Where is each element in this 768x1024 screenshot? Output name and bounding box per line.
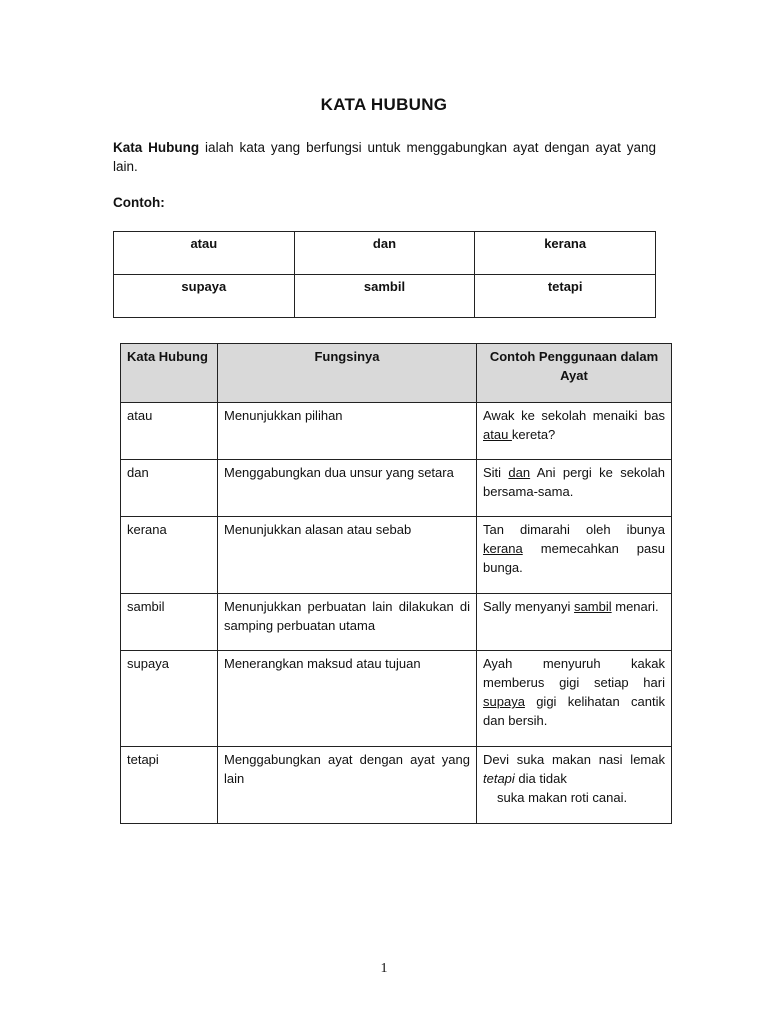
underlined-connector: atau [483, 427, 512, 442]
row-function: Menggabungkan ayat dengan ayat yang lain [218, 747, 477, 824]
table-row [121, 594, 672, 651]
underlined-connector: kerana [483, 541, 523, 556]
header-kata-hubung: Kata Hubung [121, 344, 218, 403]
word-cell: kerana [475, 232, 656, 275]
word-row [114, 232, 656, 275]
row-function: Menunjukkan alasan atau sebab [218, 517, 477, 594]
row-example: Sally menyanyi sambil menari. [477, 594, 672, 651]
contoh-label: Contoh: [113, 195, 165, 210]
word-cell: tetapi [475, 275, 656, 318]
word-cell: sambil [294, 275, 475, 318]
word-cell: supaya [114, 275, 295, 318]
italic-connector: tetapi [483, 771, 515, 786]
example-line-2: suka makan roti canai. [497, 790, 628, 805]
underlined-connector: supaya [483, 694, 525, 709]
word-cell: dan [294, 232, 475, 275]
row-function: Menerangkan maksud atau tujuan [218, 651, 477, 747]
table-row [121, 651, 672, 747]
example-words-table [113, 231, 656, 318]
row-word: kerana [121, 517, 218, 594]
row-example: Devi suka makan nasi lemak tetapi dia tidak suka makan roti canai. [477, 747, 672, 824]
kata-hubung-table [120, 343, 672, 824]
row-example: Siti dan Ani pergi ke sekolah bersama-sama. [477, 460, 672, 517]
page-title: KATA HUBUNG [320, 95, 448, 114]
table-row [121, 403, 672, 460]
row-function: Menggabungkan dua unsur yang setara [218, 460, 477, 517]
row-example: Tan dimarahi oleh ibunya kerana memecahkan pasu bunga. [477, 517, 672, 594]
table-row [121, 460, 672, 517]
word-row [114, 275, 656, 318]
header-fungsinya: Fungsinya [218, 344, 477, 403]
row-word: dan [121, 460, 218, 517]
page-number: 1 [380, 961, 388, 976]
intro-text: ialah kata yang berfungsi untuk menggabungkan ayat dengan ayat yang lain. [113, 140, 656, 174]
intro-term: Kata Hubung [113, 140, 200, 155]
row-example: Ayah menyuruh kakak memberus gigi setiap hari supaya gigi kelihatan cantik dan bersih. [477, 651, 672, 747]
header-contoh: Contoh Penggunaan dalam Ayat [477, 344, 672, 403]
row-word: supaya [121, 651, 218, 747]
underlined-connector: sambil [574, 599, 612, 614]
table-header-row [121, 344, 672, 403]
table-row [121, 517, 672, 594]
row-function: Menunjukkan pilihan [218, 403, 477, 460]
underlined-connector: dan [508, 465, 531, 480]
row-example: Awak ke sekolah menaiki bas atau kereta? [477, 403, 672, 460]
word-cell: atau [114, 232, 295, 275]
row-word: atau [121, 403, 218, 460]
table-row [121, 747, 672, 824]
row-word: sambil [121, 594, 218, 651]
row-word: tetapi [121, 747, 218, 824]
intro-paragraph [113, 138, 656, 176]
row-function: Menunjukkan perbuatan lain dilakukan di samping perbuatan utama [218, 594, 477, 651]
